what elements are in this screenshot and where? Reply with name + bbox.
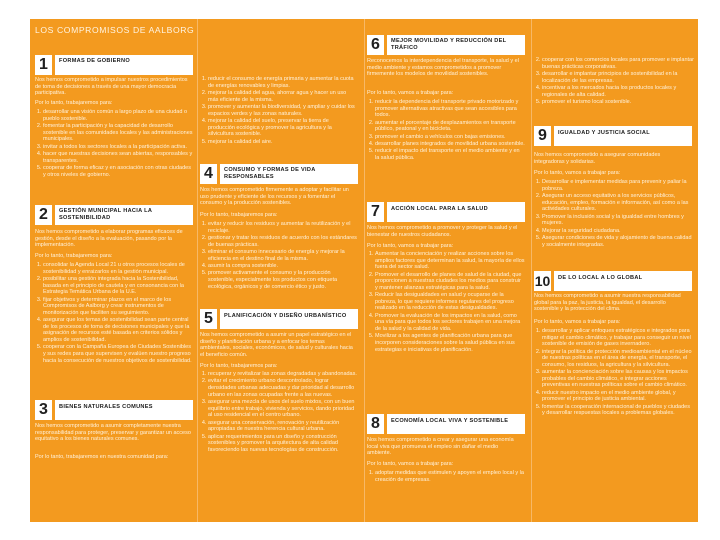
section-number: 9 xyxy=(534,126,551,146)
section-8-intro: Nos hemos comprometido a crear y asegurar una economía local viva que promueva el empleo sin dañar el medio ambiente. xyxy=(367,437,514,457)
section-4-intro: Nos hemos comprometido firmemente a adoptar y facilitar un uso prudente y eficiente de los recursos y a fomentar el consumo y la producción sostenibles. xyxy=(200,187,349,207)
document-page xyxy=(30,19,698,522)
list-item: 1. consolidar la Agenda Local 21 u otros procesos locales de sostenibilidad y enraizarlos en la gestión municipal. xyxy=(43,262,193,275)
section-title: IGUALDAD Y JUSTICIA SOCIAL xyxy=(554,126,692,146)
list-item: 3. invitar a todos los sectores locales a la participación activa. xyxy=(43,144,193,151)
list-item: 4. reducir nuestro impacto en el medio ambiente global, y promover el principio de justicia ambiental. xyxy=(542,390,694,403)
list-item: 3. fijar objetivos y determinar plazos en el marco de los Compromisos de Aalborg y crear instrumentos de monitorización que faciliten su seguimiento. xyxy=(43,297,193,317)
list-item: 4. hacer que nuestras decisiones sean abiertas, responsables y transparentes. xyxy=(43,151,193,164)
list-item: 5. promover el turismo local sostenible. xyxy=(542,99,694,106)
section-number: 6 xyxy=(367,35,384,55)
list-item: 5. Asegurar condiciones de vida y alojamiento de buena calidad y socialmente integradas. xyxy=(542,235,694,248)
list-item: 2. evitar el crecimiento urbano descontrolado, lograr densidades urbanas adecuadas y dar prioridad al desarrollo urbano en las zonas ocupadas frente a las nuevas. xyxy=(208,378,358,398)
section-number: 5 xyxy=(200,309,217,329)
section-title: FORMAS DE GOBIERNO xyxy=(55,55,193,75)
section-1-list xyxy=(35,109,193,179)
section-2-intro: Nos hemos comprometido a elaborar programas eficaces de gestión, desde el diseño a la evaluación, pasando por la implementación. xyxy=(35,229,183,249)
section-title: CONSUMO Y FORMAS DE VIDA RESPONSABLES xyxy=(220,164,358,184)
list-item: 4. Promover la evaluación de los impactos en la salud, como una vía para que todos los sectores trabajen en una mejora de la salud y la calidad de vida. xyxy=(375,313,525,333)
section-10-list xyxy=(534,328,694,418)
section-6-lead: Por lo tanto, vamos a trabajar para: xyxy=(367,90,454,96)
list-item: 3. desarrollar e implantar principios de sostenibilidad en la localización de las empresas. xyxy=(542,71,694,84)
section-5-list xyxy=(200,371,358,454)
section-6-intro: Reconocemos la interdependencia del transporte, la salud y el medio ambiente y estamos comprometidos a promover firmemente los modelos de movilidad sostenibles. xyxy=(367,58,519,78)
list-item: 2. cooperar con los comercios locales para promover e implantar buenas prácticas corporativas. xyxy=(542,57,694,70)
section-7-header xyxy=(367,202,525,222)
section-3-header xyxy=(35,400,193,420)
section-number: 2 xyxy=(35,205,52,225)
list-item: 2. Promover el desarrollo de planes de salud de la ciudad, que proporcionen a nuestras ciudades los medios para construir y mantener alianzas estratégicas para la salud. xyxy=(375,272,525,292)
list-item: 1. desarrollar y aplicar enfoques estratégicos e integrados para mitigar el cambio climático, y trabajar para conseguir un nivel sostenible de emisión de gases invernadero. xyxy=(542,328,694,348)
list-item: 3. asegurar una mezcla de usos del suelo mixtos, con un buen equilibrio entre trabajo, vivienda y servicios, dando prioridad al uso residencial en el centro urbano. xyxy=(208,399,358,419)
list-item: 1. adoptar medidas que estimulen y apoyen el empleo local y la creación de empresas. xyxy=(375,470,525,483)
section-2-list xyxy=(35,262,193,365)
list-item: 1. recuperar y revitalizar las zonas degradadas y abandonadas. xyxy=(208,371,358,378)
list-item: 1. Desarrollar e implementar medidas para prevenir y paliar la pobreza. xyxy=(542,179,694,192)
section-number: 4 xyxy=(200,164,217,184)
column-divider xyxy=(364,19,365,522)
list-item: 5. mejorar la calidad del aire. xyxy=(208,139,356,146)
section-6-header xyxy=(367,35,525,55)
list-item: 3. Promover la inclusión social y la igualdad entre hombres y mujeres. xyxy=(542,214,694,227)
section-number: 8 xyxy=(367,414,384,434)
section-8-lead: Por lo tanto, vamos a trabajar para: xyxy=(367,461,454,467)
section-4-list xyxy=(200,221,358,291)
section-1-intro: Nos hemos comprometido a impulsar nuestros procedimientos de toma de decisiones a través de una mayor democracia participativa. xyxy=(35,77,188,97)
section-3-lead: Por lo tanto, trabajaremos en nuestra comunidad para: xyxy=(35,454,169,460)
list-item: 2. aumentar el porcentaje de desplazamientos en transporte público, peatonal y en bicicleta. xyxy=(375,120,525,133)
list-item: 4. asegurar una conservación, renovación y reutilización apropiadas de nuestra herencia cultural urbana. xyxy=(208,420,358,433)
section-6-list xyxy=(367,99,525,162)
section-title: PLANIFICACIÓN Y DISEÑO URBANÍSTICO xyxy=(220,309,358,329)
section-9-intro: Nos hemos comprometido a asegurar comunidades integradoras y solidarias. xyxy=(534,152,661,165)
list-item: 3. eliminar el consumo innecesario de energía y mejorar la eficiencia en el destino final de la misma. xyxy=(208,249,358,262)
list-item: 1. Aumentar la concienciación y realizar acciones sobre los amplios factores que determinan la salud, la mayoría de ellos fuera del sector salud. xyxy=(375,251,525,271)
list-item: 2. fomentar la participación y la capacidad de desarrollo sostenible en las comunidades locales y las administraciones municipales. xyxy=(43,123,193,143)
section-8-header xyxy=(367,414,525,434)
list-item: 3. promover el cambio a vehículos con bajas emisiones. xyxy=(375,134,525,141)
section-5-lead: Por lo tanto, trabajaremos para: xyxy=(200,363,278,369)
section-3-intro: Nos hemos comprometido a asumir completamente nuestra responsabilidad para proteger, preservar y garantizar un acceso equitativo a los bienes naturales comunes. xyxy=(35,423,191,443)
list-item: 2. mejorar la calidad del agua, ahorrar agua y hacer un uso más eficiente de la misma. xyxy=(208,90,356,103)
section-number: 1 xyxy=(35,55,52,75)
section-7-list xyxy=(367,251,525,354)
list-item: 4. asumir la compra sostenible. xyxy=(208,263,358,270)
list-item: 4. asegurar que los temas de sostenibilidad sean parte central de los procesos de toma de decisiones municipales y que la asignación de recursos esté basada en criterios sólidos y amplios de sostenibilidad. xyxy=(43,317,193,343)
list-item: 2. gestionar y tratar los residuos de acuerdo con los estándares de buenas prácticas. xyxy=(208,235,358,248)
section-1-lead: Por lo tanto, trabajaremos para: xyxy=(35,100,113,106)
list-item: 3. promover y aumentar la biodiversidad, y ampliar y cuidar los espacios verdes y las zonas naturales. xyxy=(208,104,356,117)
column-divider xyxy=(531,19,532,522)
list-item: 5. cooperar con la Campaña Europea de Ciudades Sostenibles y sus redes para que supervisen y evalúen nuestro progreso hacia la consecución de nuestros objetivos de sostenibilidad. xyxy=(43,344,193,364)
list-item: 2. integrar la política de protección medioambiental en el núcleo de nuestras políticas en el área de energía, el transporte, el consumo, los residuos, la agricultura y la silvicultura. xyxy=(542,349,694,369)
section-number: 3 xyxy=(35,400,52,420)
section-2-lead: Por lo tanto, trabajaremos para: xyxy=(35,253,113,259)
section-title: ECONOMÍA LOCAL VIVA Y SOSTENIBLE xyxy=(387,414,525,434)
section-7-intro: Nos hemos comprometido a promover y proteger la salud y el bienestar de nuestros ciudadanos. xyxy=(367,225,518,238)
section-title: MEJOR MOVILIDAD Y REDUCCIÓN DEL TRÁFICO xyxy=(387,35,525,55)
section-1-header xyxy=(35,55,193,75)
section-3-list xyxy=(200,76,356,146)
list-item: 5. promover activamente el consumo y la producción sostenible, especialmente los productos con etiqueta ecológica, orgánicos y de comercio ético y justo. xyxy=(208,270,358,290)
list-item: 5. aplicar requerimientos para un diseño y construcción sostenibles y promover la arquitectura de alta calidad favoreciendo las nuevas tecnologías de construcción. xyxy=(208,434,358,454)
list-item: 4. desarrollar planes integrados de movilidad urbana sostenible. xyxy=(375,141,525,148)
list-item: 1. evitar y reducir los residuos y aumentar la reutilización y el reciclaje. xyxy=(208,221,358,234)
list-item: 5. fomentar la cooperación internacional de pueblos y ciudades y desarrollar respuestas locales a problemas globales. xyxy=(542,404,694,417)
section-5-header xyxy=(200,309,358,329)
list-item: 2. Asegurar un acceso equitativo a los servicios públicos, educación, empleo, formación e información, así como a las actividades culturales. xyxy=(542,193,694,213)
section-8-list xyxy=(367,470,525,484)
list-item: 4. incentivar a los mercados hacia los productos locales y regionales de alta calidad. xyxy=(542,85,694,98)
section-title: GESTIÓN MUNICIPAL HACIA LA SOSTENIBILIDAD xyxy=(55,205,193,225)
list-item: 5. Movilizar a los agentes de planificación urbana para que incorporen consideraciones sobre la salud pública en sus estrategias e iniciativas de planificación. xyxy=(375,333,525,353)
section-9-header xyxy=(534,126,692,146)
list-item: 1. reducir la dependencia del transporte privado motorizado y promover alternativas atractivas que sean accesibles para todos. xyxy=(375,99,525,119)
section-10-header xyxy=(534,271,692,291)
section-9-list xyxy=(534,179,694,249)
section-number: 10 xyxy=(534,273,551,289)
section-4-header xyxy=(200,164,358,184)
section-4-lead: Por lo tanto, trabajaremos para: xyxy=(200,212,278,218)
section-number: 7 xyxy=(367,202,384,222)
list-item: 1. reducir el consumo de energía primaria y aumentar la cuota de energías renovables y limpias. xyxy=(208,76,356,89)
list-item: 4. mejorar la calidad del suelo, preservar la tierra de producción ecológica y promover la agricultura y la silvicultura sostenible. xyxy=(208,118,356,138)
section-title: DE LO LOCAL A LO GLOBAL xyxy=(554,271,692,291)
document-title: LOS COMPROMISOS DE AALBORG xyxy=(35,25,195,35)
section-2-header xyxy=(35,205,193,225)
list-item: 3. aumentar la concienciación sobre las causas y los impactos probables del cambio climático, e integrar acciones preventivas en nuestras políticas sobre el cambio climático. xyxy=(542,369,694,389)
section-10-lead: Por lo tanto, vamos a trabajar para: xyxy=(534,319,621,325)
section-8-list-continued xyxy=(534,57,694,106)
column-divider xyxy=(197,19,198,522)
section-7-lead: Por lo tanto, vamos a trabajar para: xyxy=(367,243,454,249)
section-title: ACCIÓN LOCAL PARA LA SALUD xyxy=(387,202,525,222)
list-item: 4. Mejorar la seguridad ciudadana. xyxy=(542,228,694,235)
section-title: BIENES NATURALES COMUNES xyxy=(55,400,193,420)
list-item: 5. reducir el impacto del transporte en el medio ambiente y en la salud pública. xyxy=(375,148,525,161)
list-item: 2. posibilitar una gestión integrada hacia la Sostenibilidad, basada en el principio de cautela y en consonancia con la Estrategia Temática Urbana de la U.E. xyxy=(43,276,193,296)
list-item: 5. cooperar de forma eficaz y en asociación con otras ciudades y otros niveles de gobierno. xyxy=(43,165,193,178)
section-5-intro: Nos hemos comprometido a asumir un papel estratégico en el diseño y planificación urbana y a enfocar los temas ambientales, sociales, económicos, de salud y culturales hacia el beneficio común. xyxy=(200,332,353,358)
list-item: 1. desarrollar una visión común a largo plazo de una ciudad o pueblo sostenible. xyxy=(43,109,193,122)
section-10-intro: Nos hemos comprometido a asumir nuestra responsabilidad global para la paz, la justicia, la igualdad, el desarrollo sostenible y la protección del clima. xyxy=(534,293,681,313)
list-item: 3. Reducir las desigualdades en salud y ocuparse de la pobreza, lo que requiere informes regulares del progreso realizado en la reducción de estas desigualdades. xyxy=(375,292,525,312)
section-9-lead: Por lo tanto, vamos a trabajar para: xyxy=(534,170,621,176)
